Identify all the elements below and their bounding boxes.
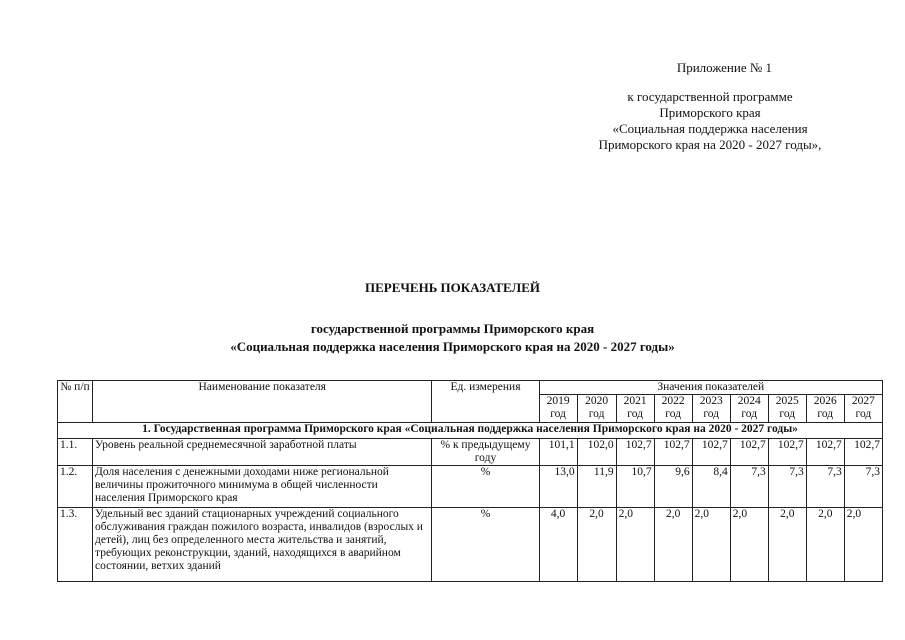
value-cell: 102,7: [844, 439, 882, 466]
value-cell: 9,6: [654, 466, 692, 508]
value-cell: 7,3: [768, 466, 806, 508]
value-cell: 2,0: [577, 508, 616, 582]
row-number: 1.2.: [58, 466, 93, 508]
header-year: 2024 год: [730, 395, 768, 423]
header-values: Значения показателей: [539, 381, 882, 395]
value-cell: 2,0: [806, 508, 844, 582]
appendix-block: [560, 60, 860, 153]
appendix-line: Приморского края на 2020 - 2027 годы»,: [598, 137, 822, 152]
section-row: [58, 423, 883, 439]
header-year: 2025 год: [768, 395, 806, 423]
header-year: 2026 год: [806, 395, 844, 423]
value-cell: 2,0: [730, 508, 768, 582]
value-cell: 2,0: [654, 508, 692, 582]
value-cell: 102,0: [577, 439, 616, 466]
row-number: 1.1.: [58, 439, 93, 466]
value-cell: 2,0: [692, 508, 730, 582]
value-cell: 2,0: [768, 508, 806, 582]
value-cell: 7,3: [806, 466, 844, 508]
value-cell: 10,7: [616, 466, 654, 508]
document-subtitle: [0, 320, 905, 356]
header-name: Наименование показателя: [93, 381, 432, 423]
header-unit: Ед. измерения: [432, 381, 539, 423]
header-year: 2021 год: [616, 395, 654, 423]
indicators-table: [57, 380, 883, 582]
value-cell: 102,7: [730, 439, 768, 466]
header-no: № п/п: [58, 381, 93, 423]
indicator-unit: % к предыдущему году: [432, 439, 539, 466]
value-cell: 8,4: [692, 466, 730, 508]
header-year: 2023 год: [692, 395, 730, 423]
value-cell: 7,3: [844, 466, 882, 508]
indicator-name: Удельный вес зданий стационарных учреждений социального обслуживания граждан пожилого возраста, инвалидов (взрослых и детей), лиц без определенного места жительства и занятий, требующих реконструкции, зданий, находящихся в аварийном состоянии, ветхих зданий: [93, 508, 432, 582]
header-year: 2020 год: [577, 395, 616, 423]
indicator-unit: %: [432, 508, 539, 582]
value-cell: 102,7: [616, 439, 654, 466]
value-cell: 11,9: [577, 466, 616, 508]
appendix-line: к государственной программе: [627, 89, 793, 104]
value-cell: 102,7: [806, 439, 844, 466]
indicator-name: Доля населения с денежными доходами ниже региональной величины прожиточного минимума в общей численности населения Приморского края: [93, 466, 432, 508]
appendix-line: Приморского края: [659, 105, 761, 120]
value-cell: 102,7: [692, 439, 730, 466]
header-year: 2022 год: [654, 395, 692, 423]
indicator-name: Уровень реальной среднемесячной заработной платы: [93, 439, 432, 466]
table-row: [58, 439, 883, 466]
value-cell: 4,0: [539, 508, 577, 582]
subtitle-line: государственной программы Приморского края: [310, 321, 595, 336]
table-row: [58, 508, 883, 582]
value-cell: 101,1: [539, 439, 577, 466]
value-cell: 2,0: [844, 508, 882, 582]
value-cell: 7,3: [730, 466, 768, 508]
value-cell: 102,7: [654, 439, 692, 466]
subtitle-line: «Социальная поддержка населения Приморского края на 2020 - 2027 годы»: [230, 339, 675, 354]
value-cell: 102,7: [768, 439, 806, 466]
header-year: 2019 год: [539, 395, 577, 423]
value-cell: 13,0: [539, 466, 577, 508]
document-title: ПЕРЕЧЕНЬ ПОКАЗАТЕЛЕЙ: [364, 280, 541, 295]
value-cell: 2,0: [616, 508, 654, 582]
header-year: 2027 год: [844, 395, 882, 423]
appendix-number: Приложение № 1: [676, 60, 772, 75]
appendix-line: «Социальная поддержка населения: [612, 121, 808, 136]
section-title: 1. Государственная программа Приморского края «Социальная поддержка населения Приморского края на 2020 - 2027 годы»: [58, 423, 883, 439]
indicator-unit: %: [432, 466, 539, 508]
row-number: 1.3.: [58, 508, 93, 582]
table-row: [58, 466, 883, 508]
